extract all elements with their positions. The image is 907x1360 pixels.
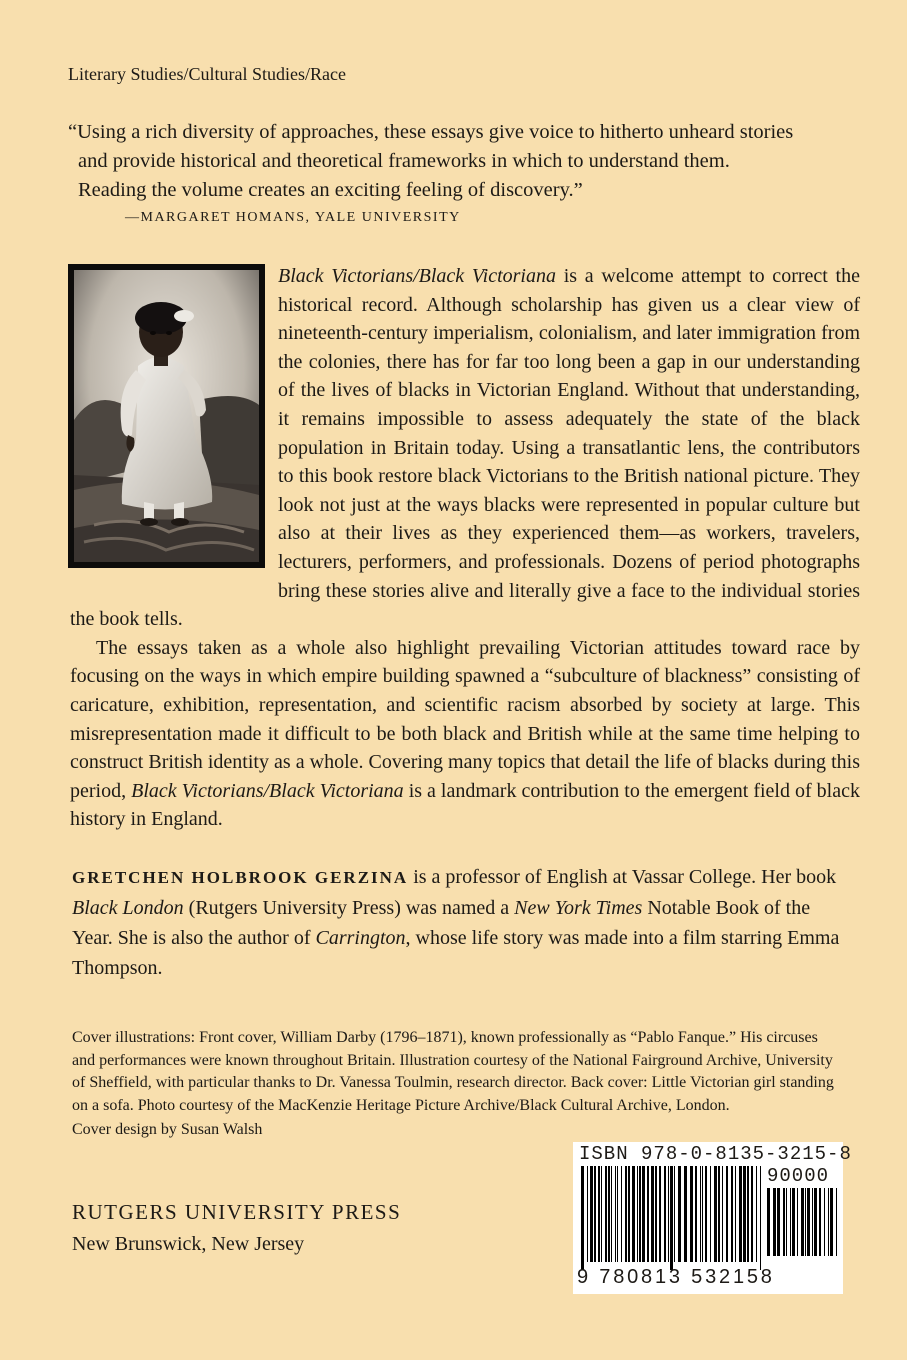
barcode-bar	[819, 1188, 821, 1256]
book-title: Black Victorians/Black Victoriana	[131, 779, 404, 802]
barcode-bar	[655, 1166, 657, 1262]
cover-credits: Cover illustrations: Front cover, William Darby (1796–1871), known professionally as “Pablo Fanque.” His circuses and performances were known throughout Britain. Illustration courtesy of the National Fairground Archive, University of Sheffield, with particular thanks to Dr. Vanessa Toulmin, research director. Back cover: Little Victorian girl standing on a sofa. Photo courtesy of the MacKenzie Heritage Picture Archive/Black Cultural Archive, London.	[72, 1029, 834, 1114]
barcode-bar	[726, 1166, 728, 1262]
barcode-bar	[700, 1166, 701, 1262]
quote-line-2: and provide historical and theoretical frameworks in which to understand them.	[78, 150, 730, 172]
description-paragraph-2: The essays taken as a whole also highlight prevailing Victorian attitudes toward race by focusing on the ways in which empire building spawned a “subculture of blackness” consisting of caricature, exhibition, representation, and scientific racism absorbed by society at large. This misrepresentation made it difficult to be both black and British while at the same time helping to construct British identity as a whole. Covering many topics that detail the life of blacks during this period, Black Victorians/Black Victoriana is a landmark contribution to the emergent field of black history in England.	[70, 636, 860, 831]
publisher-name: RUTGERS UNIVERSITY PRESS	[72, 1200, 402, 1224]
barcode-bar	[587, 1166, 588, 1262]
barcode-bar	[751, 1166, 753, 1262]
barcode-bar	[756, 1166, 757, 1262]
barcode-bar	[777, 1188, 780, 1256]
barcode-bar	[605, 1166, 607, 1262]
barcode-bar	[792, 1188, 795, 1256]
barcode-bar	[621, 1166, 622, 1262]
price-code: 90000	[767, 1165, 830, 1187]
book-title: Carrington	[315, 927, 406, 949]
barcode-bar	[747, 1166, 749, 1262]
barcode-bar	[760, 1166, 761, 1270]
barcode-bar	[581, 1166, 584, 1270]
barcode-bar	[722, 1166, 723, 1262]
barcode-bar	[642, 1166, 645, 1262]
barcode-bar	[678, 1166, 681, 1262]
barcode-bar	[632, 1166, 635, 1262]
barcode-bar	[670, 1166, 673, 1270]
barcode-bar	[783, 1188, 785, 1256]
barcode-bar	[807, 1188, 810, 1256]
barcode-bar	[739, 1166, 742, 1262]
barcode-bar	[695, 1166, 697, 1262]
barcode-bar	[664, 1166, 666, 1262]
barcode-bar	[668, 1166, 669, 1262]
barcode-bar	[659, 1166, 661, 1262]
cover-photo	[68, 264, 265, 568]
barcode-bar	[710, 1166, 711, 1262]
barcode-bar	[674, 1166, 675, 1262]
barcode-bar	[628, 1166, 630, 1262]
barcode-bar	[731, 1166, 733, 1262]
newspaper-title: New York Times	[514, 897, 643, 919]
description-paragraph-1: Black Victorians/Black Victoriana is a welcome attempt to correct the historical record. Although scholarship has given us a clear view of nineteenth-century imperialism, colonialism, and later immigration from the colonies, there has for far too long been a gap in our understanding of the lives of blacks in Victorian England. Without that understanding, it remains impossible to assess adequately the state of the black population in Britain today. Using a transatlantic lens, the contributors to this book restore black Victorians to the British national picture. They look not just at the ways blacks were represented in popular culture but also at their lives as they experienced them—as workers, travelers, lecturers, performers, and professionals. Dozens of period photographs bring these stories alive and literally give a face to the individual stories the book tells.	[70, 265, 860, 631]
barcode-bar	[702, 1166, 703, 1262]
barcode-bar	[814, 1188, 817, 1256]
barcode-bar	[611, 1166, 612, 1262]
barcode	[573, 1142, 852, 1294]
quote-attribution: —MARGARET HOMANS, YALE UNIVERSITY	[125, 210, 461, 225]
barcode-bar	[590, 1166, 593, 1262]
barcode-bar	[773, 1188, 776, 1256]
barcode-bar	[617, 1166, 618, 1262]
isbn-text: ISBN 978-0-8135-3215-8	[579, 1143, 852, 1165]
review-quote	[68, 118, 858, 205]
barcode-bar	[625, 1166, 627, 1262]
barcode-bar	[598, 1166, 600, 1262]
victorian-girl-photo	[74, 270, 259, 562]
barcode-bar	[684, 1166, 687, 1262]
barcode-bar	[797, 1188, 798, 1256]
barcode-bar	[615, 1166, 616, 1262]
barcode-bar	[601, 1166, 602, 1262]
barcode-bar	[651, 1166, 654, 1262]
barcode-bar	[639, 1166, 641, 1262]
author-name: GRETCHEN HOLBROOK GERZINA	[72, 868, 409, 887]
barcode-bar	[830, 1188, 833, 1256]
quote-line-1: “Using a rich diversity of approaches, these essays give voice to hitherto unheard stories	[68, 121, 794, 143]
book-title: Black London	[72, 897, 184, 919]
quote-line-3: Reading the volume creates an exciting feeling of discovery.”	[78, 179, 583, 201]
barcode-bar	[767, 1188, 770, 1256]
author-bio: GRETCHEN HOLBROOK GERZINA is a professor of English at Vassar College. Her book Black London (Rutgers University Press) was named a New York Times Notable Book of the Year. She is also the author of Carrington, whose life story was made into a film starring Emma Thompson.	[72, 866, 840, 979]
barcode-bar	[836, 1188, 837, 1256]
barcode-bar	[735, 1166, 736, 1262]
ean-digits: 9 780813 532158	[577, 1266, 775, 1288]
barcode-bar	[743, 1166, 746, 1262]
publisher-location: New Brunswick, New Jersey	[72, 1233, 305, 1255]
ean-barcode-bars	[581, 1166, 761, 1270]
barcode-bar	[718, 1166, 720, 1262]
barcode-bar	[714, 1166, 717, 1262]
barcode-bar	[801, 1188, 804, 1256]
barcode-bar	[594, 1166, 596, 1262]
barcode-bar	[786, 1188, 787, 1256]
barcode-bar	[705, 1166, 707, 1262]
barcode-bar	[608, 1166, 610, 1262]
design-credit: Cover design by Susan Walsh	[72, 1121, 263, 1138]
category-label: Literary Studies/Cultural Studies/Race	[68, 64, 346, 84]
barcode-bar	[637, 1166, 638, 1262]
barcode-bar	[647, 1166, 649, 1262]
barcode-bar	[828, 1188, 829, 1256]
barcode-bar	[824, 1188, 825, 1256]
barcode-bar	[812, 1188, 813, 1256]
barcode-bar	[805, 1188, 806, 1256]
book-title: Black Victorians/Black Victoriana	[278, 265, 556, 287]
addon-barcode-bars	[767, 1188, 837, 1264]
barcode-bar	[690, 1166, 693, 1262]
barcode-bar	[790, 1188, 791, 1256]
